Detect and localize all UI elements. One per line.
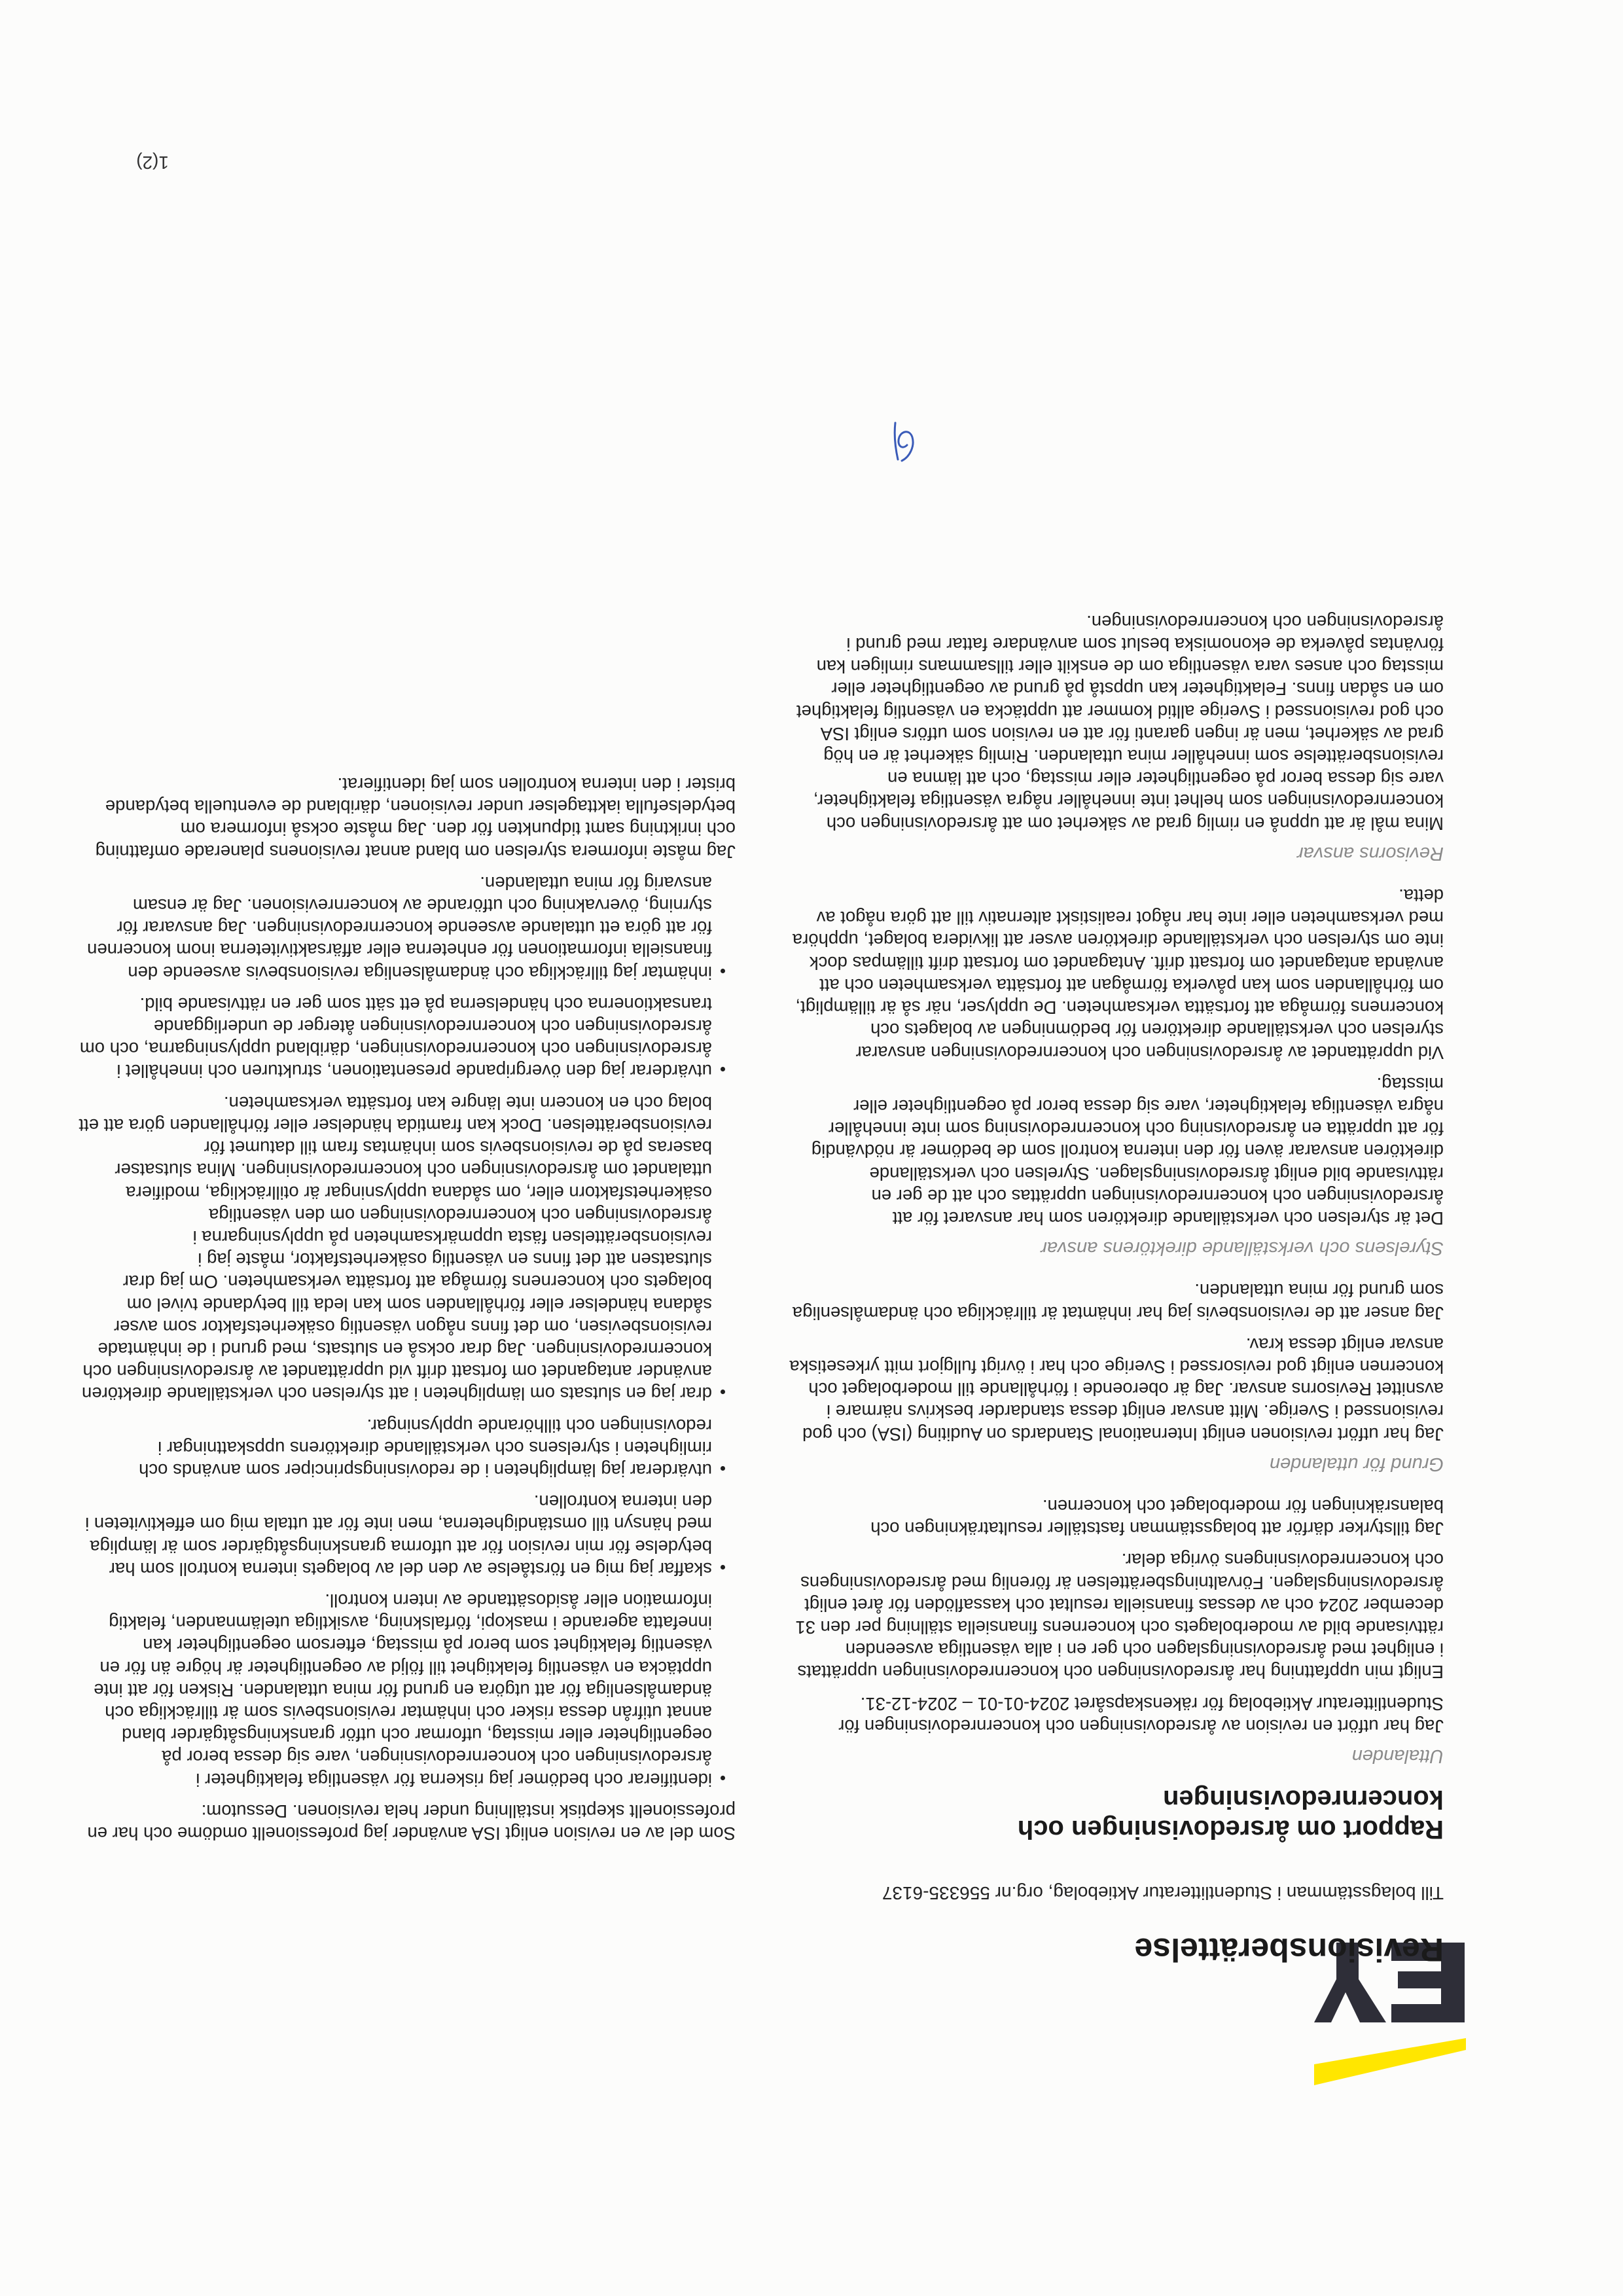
list-item: • drar jag en slutsats om lämpligheten i att styrelsen och verkställande direktören använder antagandet om fortsatt drift vid upprättandet av årsredovisningen och koncernredovisningen. Jag drar också en slutsats, med grund i de inhämtade revisionsbevisen, om det finns någon väsentlig osäkerhetsfaktor som avser sådana händelser eller förhållanden som kan leda till betydande tvivel om bolagets och koncernens förmåga att fortsätta verksamheten. Om jag drar slutsatsen att det finns en väsentlig osäkerhetsfaktor, måste jag i revisionsberättelsen fästa uppmärksamheten på upplysningarna i årsredovisningen och koncernredovisningen om den väsentliga osäkerhetsfaktorn eller, om sådana upplysningar är otillräckliga, modifiera uttalandet om årsredovisningen och koncernredovisningen. Mina slutsatser baseras på de revisionsbevis som inhämtas fram till datumet för revisionsberättelsen. Dock kan framtida händelser eller förhållanden göra att ett bolag och en koncern inte längre kan fortsätta verksamheten. — [75, 1092, 712, 1405]
left-column — [789, 601, 1444, 1844]
section-heading-styrelsens-ansvar: Styrelsens och verkställande direktörens ansvar — [1041, 1238, 1444, 1259]
list-item: • utvärderar jag lämpligheten i de redovisningsprinciper som används och rimligheten i styrelsens och verkställande direktörens uppskattningar i redovisningen och tillhörande upplysningar. — [75, 1414, 712, 1481]
list-item: • skaffar jag mig en förståelse av den del av bolagets interna kontroll som har betydelse för min revision för att utforma granskningsåtgärder som är lämpliga med hänsyn till omständigheterna, men inte för att uttala mig om effektiviteten i den interna kontrollen. — [75, 1490, 712, 1580]
paragraph: Jag anser att de revisionsbevis jag har inhämtat är tillräckliga och ändamålsenliga som grund för mina uttalanden. — [792, 1280, 1444, 1323]
right-column — [75, 764, 736, 1844]
right-intro: Som del av en revision enligt ISA använder jag professionellt omdöme och har en professionellt skeptisk inställning under hela revisionen. Dessutom: — [87, 1801, 736, 1844]
paragraph: Jag har utfört en revision av årsredovisningen och koncernredovisningen för Studentlitteratur Aktiebolag för räkenskapsåret 2024-01-01 – 2024-12-31. — [838, 1693, 1444, 1736]
handwritten-initials — [885, 420, 921, 463]
section-heading-uttalanden: Uttalanden — [1351, 1746, 1444, 1767]
paragraph: Mina mål är att uppnå en rimlig grad av säkerhet om att årsredovisningen och koncernredovisningen som helhet inte innehåller några väsentliga felaktigheter, vare sig dessa beror på oegentligheter eller misstag, och att lämna en revisionsberättelse som innehåller mina uttalanden. Rimlig säkerhet är en hög grad av säkerhet, men är ingen garanti för att en revision som utförs enligt ISA och god revisionssed i Sverige alltid kommer att upptäcka en väsentlig felaktighet om en sådan finns. Felaktigheter kan uppstå på grund av oegentligheter eller misstag och anses vara väsentliga om de enskilt eller tillsammans rimligen kan förväntas påverka de ekonomiska beslut som användare fattar med grund i årsredovisningen och koncernredovisningen. — [796, 611, 1444, 834]
list-item: • inhämtar jag tillräckliga och ändamålsenliga revisionsbevis avseende den finansiella informationen för enheterna eller affärsaktiviteterna inom koncernen för att göra ett uttalande avseende koncernredovisningen. Jag ansvarar för styrning, övervakning och utförande av koncernrevisionen. Jag är ensam ansvarig för mina uttalanden. — [75, 872, 712, 984]
section-heading-revisorns-ansvar: Revisorns ansvar — [1296, 842, 1444, 864]
page-number: 1(2) — [136, 152, 169, 173]
list-item: • identifierar och bedömer jag riskerna för väsentliga felaktigheter i årsredovisningen och koncernredovisningen, vare sig dessa beror på oegentligheter eller misstag, utformar och utför granskningsåtgärder bland annat utifrån dessa risker och inhämtar revisionsbevis som är tillräckliga och ändamålsenliga för att utgöra en grund för mina uttalanden. Risken för att inte upptäcka en väsentlig felaktighet till följd av oegentligheter är högre än för en väsentlig felaktighet som beror på misstag, eftersom oegentligheter kan innefatta agerande i maskopi, förfalskning, avsiktliga utelämnanden, felaktig information eller åsidosättande av intern kontroll. — [75, 1589, 712, 1791]
section-heading-grund: Grund för uttalanden — [1269, 1453, 1444, 1475]
paragraph: Jag har utfört revisionen enligt International Standards on Auditing (ISA) och god revisionssed i Sverige. Mitt ansvar enligt dessa standarder beskrivs närmare i avsnittet Revisorns ansvar. Jag är oberoende i förhållande till moderbolaget och koncernen enligt god revisorssed i Sverige och har i övrigt fullgjort mitt yrkesetiska ansvar enligt dessa krav. — [789, 1334, 1444, 1444]
paragraph: Jag tillstyrker därför att bolagsstämman fastställer resultaträkningen och balansräkningen för moderbolaget och koncernen. — [870, 1496, 1444, 1539]
ey-logo-beam — [1314, 2038, 1466, 2085]
paragraph: Enligt min uppfattning har årsredovisningen och koncernredovisningen upprättats i enlighet med årsredovisningslagen och ger en i alla väsentliga avseenden rättvisande bild av moderbolagets och koncernens finansiella ställning per den 31 december 2024 och av dessas finansiella resultat och kassaflöden för året enligt årsredovisningslagen. Förvaltningsberättelsen är förenlig med årsredovisningens och koncernredovisningens övriga delar. — [795, 1550, 1444, 1683]
list-item: • utvärderar jag den övergripande presentationen, strukturen och innehållet i årsredovisningen och koncernredovisningen, däribland upplysningarna, och om årsredovisningen och koncernredovisningen återger de underliggande transaktionerna och händelserna på ett sätt som ger en rättvisande bild. — [75, 993, 712, 1083]
audit-procedures-list — [75, 872, 736, 1791]
addressee-line: Till bolagsstämman i Studentlitteratur Aktiebolag, org.nr 556335-6137 — [882, 1883, 1444, 1903]
report-heading: Rapport om årsredovisningen och koncernredovisningen — [1017, 1785, 1444, 1844]
document-title: Revisionsberättelse — [1134, 1931, 1444, 1968]
paragraph: Det är styrelsen och verkställande direktören som har ansvaret för att årsredovisningen och koncernredovisningen upprättas och att de ger en rättvisande bild enligt årsredovisningslagen. Styrelsen och verkställande direktören ansvarar även för den interna kontroll som de bedömer är nödvändig för att upprätta en årsredovisning och koncernredovisning som inte innehåller några väsentliga felaktigheter, vare sig dessa beror på oegentligheter eller misstag. — [811, 1073, 1444, 1229]
closing-paragraph: Jag måste informera styrelsen om bland annat revisionens planerade omfattning och inriktning samt tidpunkten för den. Jag måste också informera om betydelsefulla iakttagelser under revisionen, däribland de eventuella betydande brister i den interna kontrollen som jag identifierat. — [95, 774, 736, 862]
paragraph: Vid upprättandet av årsredovisningen och koncernredovisningen ansvarar styrelsen och verkställande direktören för bedömningen av bolagets och koncernens förmåga att fortsätta verksamheten. De upplyser, när så är tillämpligt, om förhållanden som kan påverka förmågan att fortsätta verksamheten och att använda antagandet om fortsatt drift. Antagandet om fortsatt drift tillämpas dock inte om styrelsen och verkställande direktören avser att likvidera bolaget, upphöra med verksamheten eller inte har något realistiskt alternativ till att göra något av detta. — [792, 886, 1444, 1063]
